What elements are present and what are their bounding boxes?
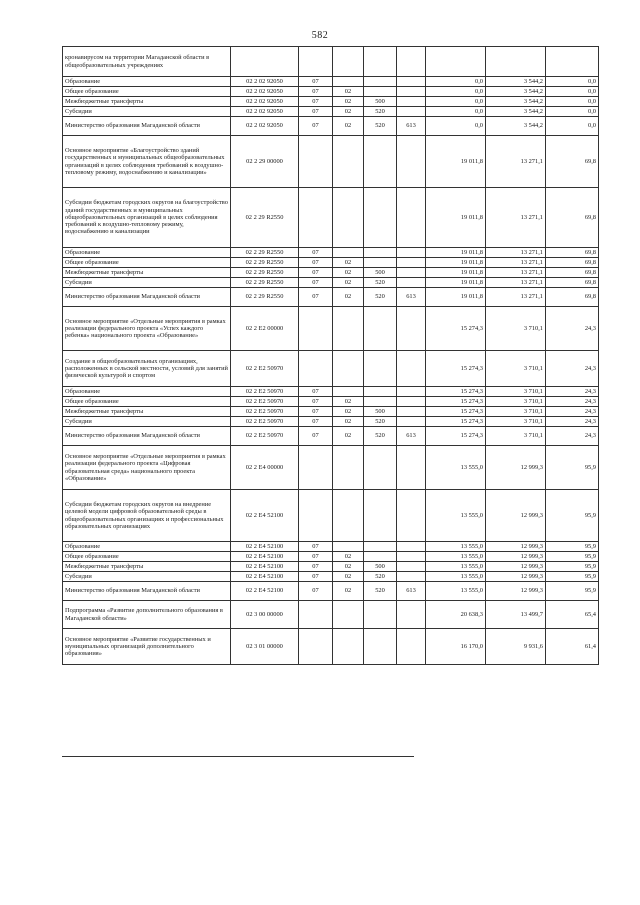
cell-name: Субсидии	[63, 417, 231, 427]
cell-percent: 69,8	[546, 288, 599, 307]
cell-code: 02 2 29 R2550	[231, 278, 299, 288]
cell-percent: 95,9	[546, 562, 599, 572]
table-row	[63, 288, 599, 307]
cell-department: 613	[397, 117, 426, 136]
cell-subsection: 02	[333, 417, 364, 427]
cell-section	[299, 446, 333, 490]
cell-section: 07	[299, 87, 333, 97]
cell-percent: 69,8	[546, 248, 599, 258]
cell-section: 07	[299, 97, 333, 107]
cell-name: Субсидии	[63, 572, 231, 582]
cell-subsection	[333, 387, 364, 397]
cell-executed: 3 544,2	[486, 117, 546, 136]
cell-code: 02 2 29 R2550	[231, 268, 299, 278]
cell-executed: 3 710,1	[486, 417, 546, 427]
table-row	[63, 307, 599, 351]
cell-planned: 13 555,0	[426, 572, 486, 582]
cell-planned: 15 274,3	[426, 397, 486, 407]
cell-expense-type	[364, 188, 397, 248]
cell-section: 07	[299, 288, 333, 307]
table-row	[63, 188, 599, 248]
cell-subsection: 02	[333, 562, 364, 572]
table-row	[63, 77, 599, 87]
cell-department	[397, 397, 426, 407]
table-body	[63, 47, 599, 665]
cell-expense-type	[364, 77, 397, 87]
cell-section: 07	[299, 397, 333, 407]
cell-subsection	[333, 629, 364, 665]
cell-planned: 19 011,8	[426, 188, 486, 248]
table-row	[63, 117, 599, 136]
cell-planned: 15 274,3	[426, 407, 486, 417]
table-row	[63, 446, 599, 490]
cell-subsection	[333, 601, 364, 629]
table-row	[63, 258, 599, 268]
cell-executed: 9 931,6	[486, 629, 546, 665]
cell-percent: 0,0	[546, 117, 599, 136]
cell-executed: 3 710,1	[486, 387, 546, 397]
cell-percent: 24,3	[546, 387, 599, 397]
cell-name: Межбюджетные трансферты	[63, 268, 231, 278]
cell-percent: 0,0	[546, 97, 599, 107]
cell-department	[397, 562, 426, 572]
cell-planned: 19 011,8	[426, 136, 486, 188]
table-row	[63, 542, 599, 552]
cell-section: 07	[299, 268, 333, 278]
cell-subsection	[333, 248, 364, 258]
cell-name: Субсидии бюджетам городских округов на благоустройство зданий государственных и муниципальных общеобразовательных организаций в целях соблюдения требований к воздушно-тепловому режиму, водоснабжению и канализации	[63, 188, 231, 248]
cell-planned: 0,0	[426, 87, 486, 97]
cell-code: 02 3 01 00000	[231, 629, 299, 665]
cell-name: Образование	[63, 248, 231, 258]
cell-subsection: 02	[333, 107, 364, 117]
cell-name: Министерство образования Магаданской области	[63, 427, 231, 446]
cell-name: Общее образование	[63, 552, 231, 562]
table-row	[63, 490, 599, 542]
cell-expense-type	[364, 136, 397, 188]
cell-name: Министерство образования Магаданской области	[63, 582, 231, 601]
cell-percent: 0,0	[546, 87, 599, 97]
cell-section: 07	[299, 278, 333, 288]
cell-section: 07	[299, 417, 333, 427]
cell-code: 02 2 02 92050	[231, 107, 299, 117]
cell-expense-type	[364, 490, 397, 542]
cell-code: 02 2 29 R2550	[231, 258, 299, 268]
cell-executed: 12 999,3	[486, 542, 546, 552]
cell-department	[397, 87, 426, 97]
cell-expense-type	[364, 601, 397, 629]
cell-section	[299, 136, 333, 188]
cell-planned: 13 555,0	[426, 552, 486, 562]
table-row	[63, 582, 599, 601]
cell-name: Основное мероприятие «Развитие государственных и муниципальных организаций дополнительного образования»	[63, 629, 231, 665]
cell-name: Министерство образования Магаданской области	[63, 117, 231, 136]
cell-subsection: 02	[333, 427, 364, 446]
cell-percent: 69,8	[546, 278, 599, 288]
cell-name: Субсидии бюджетам городских округов на внедрение целевой модели цифровой образовательной среды в общеобразовательных организациях и профессиональных образовательных организациях	[63, 490, 231, 542]
cell-code: 02 2 E4 52100	[231, 572, 299, 582]
cell-expense-type	[364, 542, 397, 552]
cell-code: 02 2 E4 52100	[231, 552, 299, 562]
cell-percent: 69,8	[546, 188, 599, 248]
cell-expense-type: 520	[364, 417, 397, 427]
cell-department	[397, 248, 426, 258]
cell-planned: 15 274,3	[426, 417, 486, 427]
cell-section	[299, 351, 333, 387]
cell-subsection: 02	[333, 97, 364, 107]
cell-planned: 20 638,3	[426, 601, 486, 629]
cell-planned: 0,0	[426, 117, 486, 136]
cell-executed: 13 499,7	[486, 601, 546, 629]
cell-percent: 69,8	[546, 136, 599, 188]
cell-name: кронавирусом на территории Магаданской области в общеобразовательных учреждениях	[63, 47, 231, 77]
cell-subsection: 02	[333, 117, 364, 136]
cell-planned: 0,0	[426, 97, 486, 107]
cell-expense-type: 520	[364, 572, 397, 582]
cell-section: 07	[299, 258, 333, 268]
table-row	[63, 629, 599, 665]
cell-subsection: 02	[333, 268, 364, 278]
cell-planned: 15 274,3	[426, 387, 486, 397]
cell-percent: 69,8	[546, 268, 599, 278]
cell-department	[397, 136, 426, 188]
cell-department	[397, 351, 426, 387]
cell-code: 02 2 02 92050	[231, 117, 299, 136]
cell-department	[397, 258, 426, 268]
cell-expense-type	[364, 387, 397, 397]
cell-expense-type: 520	[364, 278, 397, 288]
cell-percent: 24,3	[546, 407, 599, 417]
cell-name: Основное мероприятие «Благоустройство зданий государственных и муниципальных общеобразовательных организаций в целях соблюдения требований к воздушно-тепловому режиму, водоснабжению и канализации»	[63, 136, 231, 188]
cell-subsection: 02	[333, 552, 364, 562]
page-number: 582	[311, 30, 329, 41]
cell-percent: 95,9	[546, 582, 599, 601]
cell-subsection	[333, 47, 364, 77]
table-row	[63, 552, 599, 562]
cell-code: 02 2 E2 50970	[231, 387, 299, 397]
cell-name: Межбюджетные трансферты	[63, 562, 231, 572]
cell-department	[397, 446, 426, 490]
cell-department: 613	[397, 288, 426, 307]
cell-section: 07	[299, 572, 333, 582]
table-row	[63, 351, 599, 387]
cell-executed: 13 271,1	[486, 136, 546, 188]
cell-department	[397, 601, 426, 629]
cell-executed: 12 999,3	[486, 582, 546, 601]
cell-planned: 13 555,0	[426, 582, 486, 601]
cell-expense-type: 520	[364, 117, 397, 136]
cell-planned	[426, 47, 486, 77]
cell-planned: 13 555,0	[426, 490, 486, 542]
table-row	[63, 107, 599, 117]
cell-department	[397, 307, 426, 351]
cell-executed: 3 544,2	[486, 77, 546, 87]
cell-name: Образование	[63, 542, 231, 552]
cell-section: 07	[299, 77, 333, 87]
cell-code: 02 2 29 00000	[231, 136, 299, 188]
cell-department	[397, 107, 426, 117]
cell-section: 07	[299, 387, 333, 397]
cell-planned: 19 011,8	[426, 288, 486, 307]
cell-expense-type	[364, 552, 397, 562]
cell-subsection: 02	[333, 397, 364, 407]
table-row	[63, 136, 599, 188]
cell-planned: 13 555,0	[426, 446, 486, 490]
cell-department	[397, 97, 426, 107]
cell-executed: 3 710,1	[486, 307, 546, 351]
footnote-separator-line	[62, 756, 414, 757]
cell-subsection	[333, 446, 364, 490]
cell-subsection: 02	[333, 288, 364, 307]
cell-subsection	[333, 307, 364, 351]
table-row	[63, 601, 599, 629]
cell-subsection	[333, 490, 364, 542]
cell-planned: 15 274,3	[426, 307, 486, 351]
cell-name: Министерство образования Магаданской области	[63, 288, 231, 307]
budget-table	[62, 46, 599, 665]
cell-planned: 0,0	[426, 107, 486, 117]
cell-percent: 95,9	[546, 552, 599, 562]
table-row	[63, 572, 599, 582]
table-row	[63, 87, 599, 97]
cell-section: 07	[299, 248, 333, 258]
cell-code: 02 2 E4 52100	[231, 542, 299, 552]
cell-planned: 0,0	[426, 77, 486, 87]
cell-department: 613	[397, 582, 426, 601]
cell-percent: 95,9	[546, 446, 599, 490]
cell-name: Основное мероприятие «Отдельные мероприятия в рамках реализации федерального проекта «Успех каждого ребенка» национального проекта «Образование»	[63, 307, 231, 351]
cell-expense-type	[364, 446, 397, 490]
cell-expense-type: 500	[364, 407, 397, 417]
cell-name: Субсидии	[63, 107, 231, 117]
table-row	[63, 97, 599, 107]
cell-code: 02 2 02 92050	[231, 87, 299, 97]
cell-subsection: 02	[333, 278, 364, 288]
table-row	[63, 248, 599, 258]
cell-subsection	[333, 351, 364, 387]
cell-executed: 12 999,3	[486, 552, 546, 562]
cell-expense-type	[364, 258, 397, 268]
cell-planned: 19 011,8	[426, 278, 486, 288]
cell-department	[397, 268, 426, 278]
cell-subsection	[333, 77, 364, 87]
table-row	[63, 278, 599, 288]
cell-name: Подпрограмма «Развитие дополнительного образования в Магаданской области»	[63, 601, 231, 629]
cell-expense-type: 520	[364, 427, 397, 446]
cell-expense-type	[364, 47, 397, 77]
cell-code: 02 2 02 92050	[231, 77, 299, 87]
cell-percent: 95,9	[546, 572, 599, 582]
cell-code: 02 2 E4 00000	[231, 446, 299, 490]
cell-subsection	[333, 542, 364, 552]
cell-code: 02 2 E2 50970	[231, 417, 299, 427]
cell-executed: 3 710,1	[486, 397, 546, 407]
cell-code: 02 2 29 R2550	[231, 288, 299, 307]
cell-percent: 24,3	[546, 307, 599, 351]
cell-percent: 24,3	[546, 417, 599, 427]
cell-section: 07	[299, 117, 333, 136]
cell-name: Общее образование	[63, 397, 231, 407]
cell-executed: 13 271,1	[486, 278, 546, 288]
cell-name: Субсидии	[63, 278, 231, 288]
cell-executed: 3 544,2	[486, 107, 546, 117]
cell-department	[397, 77, 426, 87]
cell-subsection: 02	[333, 87, 364, 97]
cell-section: 07	[299, 582, 333, 601]
cell-code: 02 2 E4 52100	[231, 490, 299, 542]
cell-department	[397, 542, 426, 552]
cell-executed: 12 999,3	[486, 572, 546, 582]
table-row	[63, 268, 599, 278]
cell-percent: 95,9	[546, 542, 599, 552]
cell-planned: 19 011,8	[426, 258, 486, 268]
cell-expense-type	[364, 307, 397, 351]
cell-section	[299, 188, 333, 248]
cell-percent: 61,4	[546, 629, 599, 665]
cell-department	[397, 417, 426, 427]
cell-expense-type: 520	[364, 288, 397, 307]
cell-percent: 24,3	[546, 427, 599, 446]
cell-executed: 3 710,1	[486, 351, 546, 387]
cell-percent: 65,4	[546, 601, 599, 629]
cell-name: Образование	[63, 77, 231, 87]
cell-executed: 13 271,1	[486, 268, 546, 278]
cell-subsection: 02	[333, 572, 364, 582]
cell-name: Межбюджетные трансферты	[63, 97, 231, 107]
cell-planned: 19 011,8	[426, 268, 486, 278]
cell-planned: 13 555,0	[426, 562, 486, 572]
cell-section: 07	[299, 562, 333, 572]
cell-section	[299, 47, 333, 77]
cell-planned: 16 170,0	[426, 629, 486, 665]
cell-section	[299, 629, 333, 665]
cell-executed: 13 271,1	[486, 188, 546, 248]
cell-expense-type	[364, 87, 397, 97]
cell-name: Общее образование	[63, 87, 231, 97]
table-row	[63, 417, 599, 427]
cell-executed: 13 271,1	[486, 248, 546, 258]
cell-code	[231, 47, 299, 77]
cell-planned: 13 555,0	[426, 542, 486, 552]
cell-section	[299, 307, 333, 351]
cell-code: 02 2 E2 50970	[231, 427, 299, 446]
cell-name: Общее образование	[63, 258, 231, 268]
cell-name: Межбюджетные трансферты	[63, 407, 231, 417]
cell-code: 02 2 E2 50970	[231, 351, 299, 387]
cell-department	[397, 572, 426, 582]
cell-executed: 12 999,3	[486, 490, 546, 542]
cell-name: Основное мероприятие «Отдельные мероприятия в рамках реализации федерального проекта «Цифровая образовательная среда» национального проекта «Образование»	[63, 446, 231, 490]
cell-expense-type: 500	[364, 562, 397, 572]
cell-percent	[546, 47, 599, 77]
cell-department	[397, 490, 426, 542]
cell-name: Создание в общеобразовательных организациях, расположенных в сельской местности, условий для занятий физической культурой и спортом	[63, 351, 231, 387]
cell-executed: 3 544,2	[486, 87, 546, 97]
cell-department	[397, 629, 426, 665]
table-row	[63, 407, 599, 417]
cell-name: Образование	[63, 387, 231, 397]
cell-section: 07	[299, 427, 333, 446]
cell-executed: 3 710,1	[486, 407, 546, 417]
cell-expense-type	[364, 397, 397, 407]
cell-subsection: 02	[333, 258, 364, 268]
cell-percent: 69,8	[546, 258, 599, 268]
cell-code: 02 3 00 00000	[231, 601, 299, 629]
cell-department	[397, 47, 426, 77]
cell-code: 02 2 E2 50970	[231, 397, 299, 407]
cell-expense-type: 500	[364, 97, 397, 107]
table-row	[63, 397, 599, 407]
cell-code: 02 2 29 R2550	[231, 188, 299, 248]
cell-expense-type: 520	[364, 582, 397, 601]
cell-code: 02 2 E4 52100	[231, 582, 299, 601]
cell-planned: 15 274,3	[426, 351, 486, 387]
cell-percent: 0,0	[546, 107, 599, 117]
cell-department	[397, 387, 426, 397]
cell-section: 07	[299, 552, 333, 562]
cell-executed: 13 271,1	[486, 258, 546, 268]
cell-planned: 19 011,8	[426, 248, 486, 258]
table-row	[63, 387, 599, 397]
cell-code: 02 2 E2 00000	[231, 307, 299, 351]
cell-subsection: 02	[333, 582, 364, 601]
cell-department: 613	[397, 427, 426, 446]
cell-expense-type	[364, 248, 397, 258]
cell-executed	[486, 47, 546, 77]
cell-code: 02 2 29 R2550	[231, 248, 299, 258]
cell-executed: 12 999,3	[486, 562, 546, 572]
cell-planned: 15 274,3	[426, 427, 486, 446]
cell-department	[397, 407, 426, 417]
cell-expense-type	[364, 629, 397, 665]
cell-section: 07	[299, 107, 333, 117]
cell-subsection: 02	[333, 407, 364, 417]
cell-code: 02 2 E4 52100	[231, 562, 299, 572]
cell-section	[299, 490, 333, 542]
cell-percent: 95,9	[546, 490, 599, 542]
cell-executed: 12 999,3	[486, 446, 546, 490]
cell-expense-type	[364, 351, 397, 387]
cell-department	[397, 552, 426, 562]
cell-percent: 24,3	[546, 397, 599, 407]
cell-expense-type: 520	[364, 107, 397, 117]
cell-expense-type: 500	[364, 268, 397, 278]
cell-code: 02 2 E2 50970	[231, 407, 299, 417]
table-row	[63, 562, 599, 572]
cell-section	[299, 601, 333, 629]
cell-percent: 24,3	[546, 351, 599, 387]
cell-department	[397, 188, 426, 248]
cell-section: 07	[299, 542, 333, 552]
cell-percent: 0,0	[546, 77, 599, 87]
cell-executed: 3 544,2	[486, 97, 546, 107]
cell-executed: 13 271,1	[486, 288, 546, 307]
cell-code: 02 2 02 92050	[231, 97, 299, 107]
cell-executed: 3 710,1	[486, 427, 546, 446]
table-row	[63, 47, 599, 77]
cell-section: 07	[299, 407, 333, 417]
cell-department	[397, 278, 426, 288]
cell-subsection	[333, 188, 364, 248]
cell-subsection	[333, 136, 364, 188]
table-row	[63, 427, 599, 446]
